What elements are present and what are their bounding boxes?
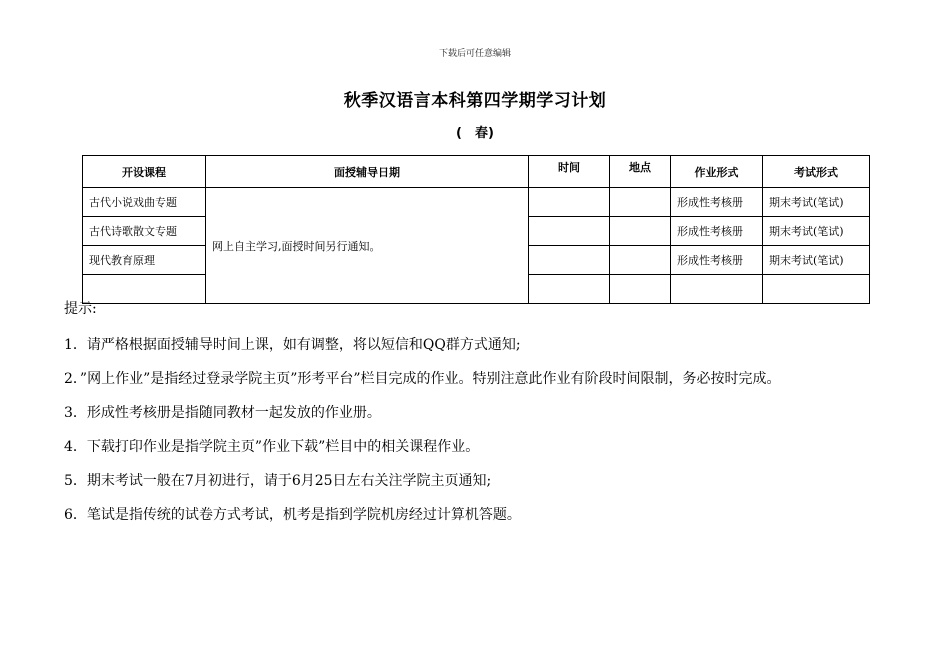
course-cell: 古代小说戏曲专题	[83, 188, 206, 217]
place-cell	[610, 217, 671, 246]
header-course: 开设课程	[83, 156, 206, 188]
note-item: 4．下载打印作业是指学院主页”作业下载”栏目中的相关课程作业。	[64, 439, 480, 455]
header-homework: 作业形式	[671, 156, 763, 188]
notes-section	[64, 296, 894, 532]
note-item: 6．笔试是指传统的试卷方式考试，机考是指到学院机房经过计算机答题。	[64, 507, 521, 523]
homework-cell: 形成性考核册	[671, 217, 763, 246]
place-cell	[610, 246, 671, 275]
table-header-row	[83, 156, 870, 188]
header-date: 面授辅导日期	[206, 156, 529, 188]
note-item: 5．期末考试一般在7月初进行，请于6月25日左右关注学院主页通知;	[64, 473, 492, 489]
note-item: 3．形成性考核册是指随同教材一起发放的作业册。	[64, 405, 381, 421]
exam-cell: 期末考试(笔试)	[763, 217, 870, 246]
time-cell	[529, 217, 610, 246]
course-cell: 古代诗歌散文专题	[83, 217, 206, 246]
homework-cell: 形成性考核册	[671, 188, 763, 217]
header-exam: 考试形式	[763, 156, 870, 188]
header-note: 下载后可任意编辑	[438, 49, 511, 59]
table-row	[83, 188, 870, 217]
note-item: 1．请严格根据面授辅导时间上课，如有调整，将以短信和QQ群方式通知;	[64, 337, 521, 353]
homework-cell: 形成性考核册	[671, 246, 763, 275]
document-subtitle: ( 春)	[456, 126, 494, 141]
note-item: 2．”网上作业”是指经过登录学院主页”形考平台”栏目完成的作业。特别注意此作业有阶段时间限制，务必按时完成。	[64, 371, 781, 387]
notes-title: 提示:	[64, 301, 97, 317]
header-place: 地点	[610, 156, 671, 188]
course-cell: 现代教育原理	[83, 246, 206, 275]
study-plan-table	[82, 155, 870, 304]
time-cell	[529, 188, 610, 217]
place-cell	[610, 188, 671, 217]
time-cell	[529, 246, 610, 275]
exam-cell: 期末考试(笔试)	[763, 188, 870, 217]
exam-cell: 期末考试(笔试)	[763, 246, 870, 275]
header-time: 时间	[529, 156, 610, 188]
date-cell-merged: 网上自主学习,面授时间另行通知。	[206, 188, 529, 304]
document-title: 秋季汉语言本科第四学期学习计划	[343, 91, 607, 111]
